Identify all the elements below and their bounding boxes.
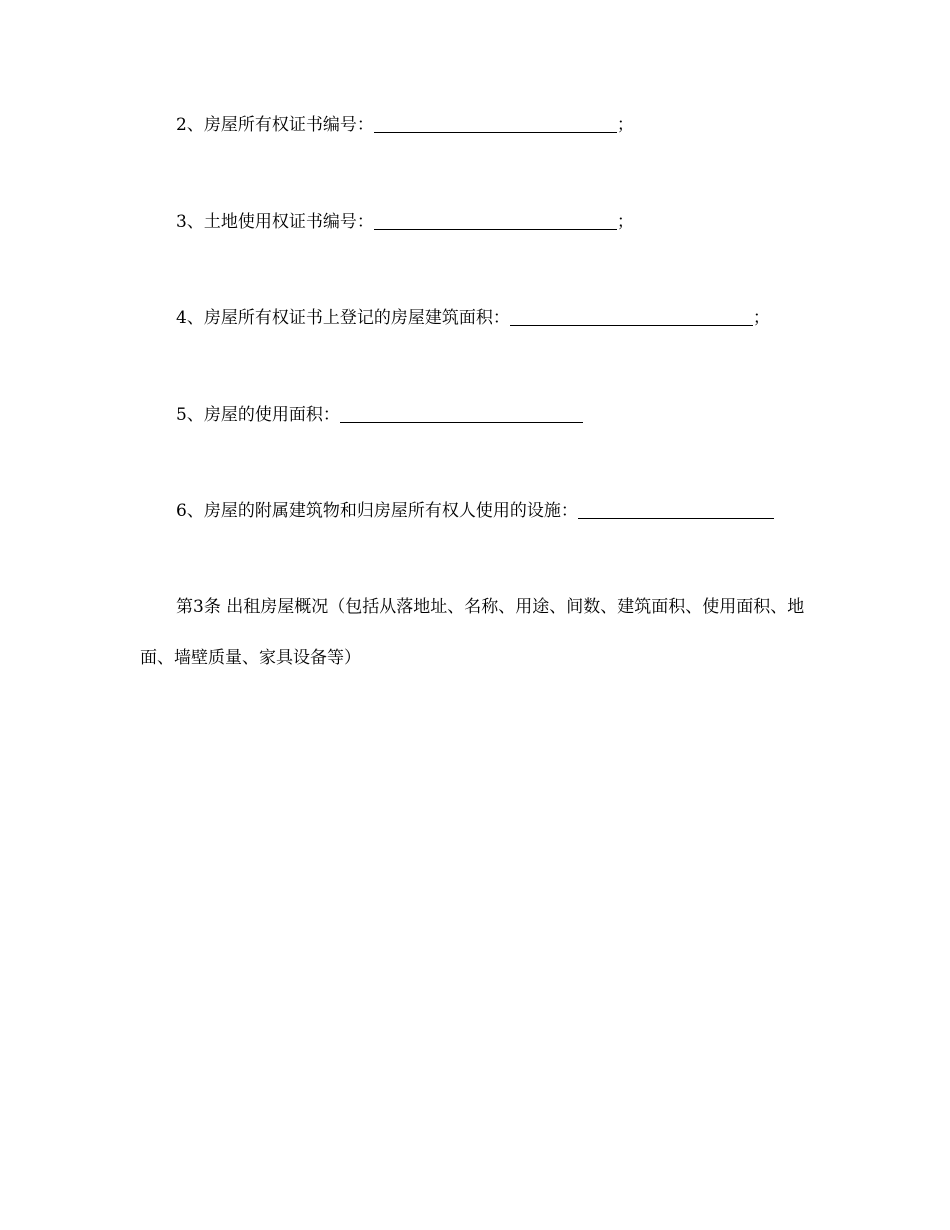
item-4 xyxy=(176,306,770,330)
item-6-blank[interactable] xyxy=(578,500,774,519)
item-6 xyxy=(176,499,774,523)
item-3-label: 3、土地使用权证书编号： xyxy=(176,212,374,232)
item-4-blank[interactable] xyxy=(510,307,753,326)
item-2-blank[interactable] xyxy=(374,114,617,133)
item-3-blank[interactable] xyxy=(374,211,617,230)
item-2-label: 2、房屋所有权证书编号： xyxy=(176,115,374,135)
item-5 xyxy=(176,403,583,427)
item-4-label: 4、房屋所有权证书上登记的房屋建筑面积： xyxy=(176,308,510,328)
item-4-end: ； xyxy=(752,308,770,328)
item-3-end: ； xyxy=(616,212,634,232)
item-2 xyxy=(176,113,634,137)
article-3-paragraph: 第3条 出租房屋概况（包括从落地址、名称、用途、间数、建筑面积、使用面积、地面、墙壁质量、家具设备等） xyxy=(140,597,805,668)
item-5-blank[interactable] xyxy=(340,404,583,423)
item-5-label: 5、房屋的使用面积： xyxy=(176,405,340,425)
item-2-end: ； xyxy=(616,115,634,135)
item-3 xyxy=(176,210,634,234)
item-6-label: 6、房屋的附属建筑物和归房屋所有权人使用的设施： xyxy=(176,501,578,521)
